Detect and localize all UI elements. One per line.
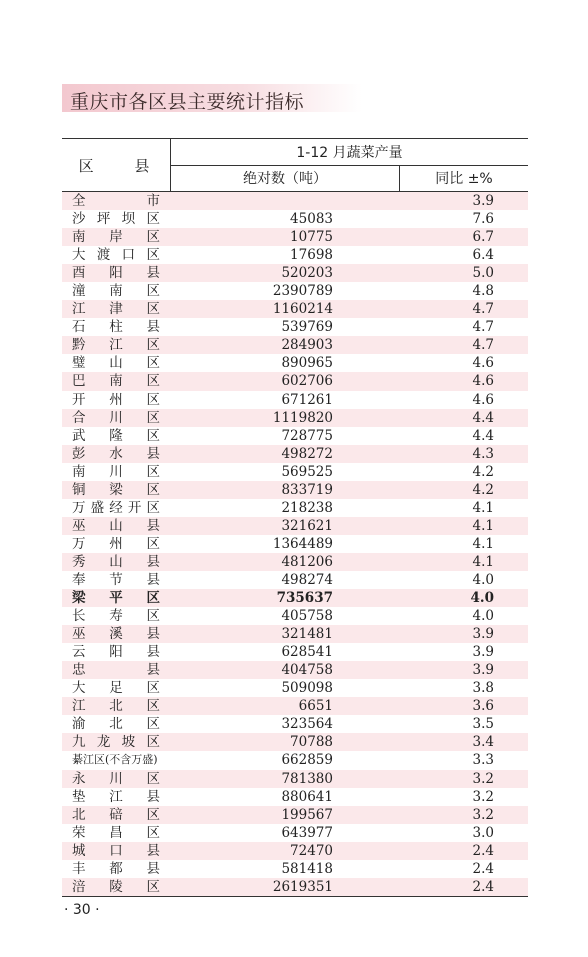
district-name: 北 碚 区	[72, 806, 160, 823]
district-name: 沙 坪 坝 区	[72, 211, 160, 228]
yoy-percent: 4.1	[472, 553, 494, 570]
absolute-value: 643977	[281, 824, 333, 841]
table-row	[62, 427, 528, 445]
district-name: 酉 阳 县	[72, 265, 160, 282]
district-name: 奉 节 县	[72, 571, 160, 588]
absolute-value: 45083	[290, 211, 333, 228]
table-row	[62, 824, 528, 842]
district-name: 丰 都 县	[72, 860, 160, 877]
yoy-percent: 4.2	[472, 481, 494, 498]
district-name: 璧 山 区	[72, 355, 160, 372]
absolute-value: 509098	[281, 680, 333, 697]
yoy-percent: 4.6	[472, 391, 494, 408]
district-name: 渝 北 区	[72, 716, 160, 733]
table-row	[62, 264, 528, 282]
district-name: 石 柱 县	[72, 319, 160, 336]
absolute-value: 404758	[281, 662, 333, 679]
page-title: 重庆市各区县主要统计指标	[70, 91, 305, 113]
absolute-value: 671261	[281, 391, 333, 408]
absolute-value: 833719	[281, 481, 333, 498]
yoy-percent: 4.7	[472, 319, 494, 336]
yoy-percent: 7.6	[472, 211, 494, 228]
table-row	[62, 607, 528, 625]
absolute-value: 321481	[281, 626, 333, 643]
district-name: 巫 山 县	[72, 517, 160, 534]
header-district: 区 县	[78, 156, 168, 175]
absolute-value: 728775	[281, 427, 333, 444]
yoy-percent: 3.3	[472, 752, 494, 769]
table-body	[62, 192, 528, 897]
district-name: 长 寿 区	[72, 608, 160, 625]
absolute-value: 70788	[290, 734, 333, 751]
district-name: 全 市	[72, 193, 160, 209]
page-number: · 30 ·	[64, 902, 100, 918]
table-row	[62, 643, 528, 661]
yoy-percent: 3.9	[472, 193, 494, 209]
district-name: 大 足 区	[72, 680, 160, 697]
header-vegetable-output: 1-12 月蔬菜产量	[171, 139, 528, 166]
yoy-percent: 2.4	[472, 878, 494, 895]
absolute-value: 218238	[281, 499, 333, 516]
table-row	[62, 354, 528, 372]
yoy-percent: 4.4	[472, 427, 494, 444]
table-row	[62, 553, 528, 571]
yoy-percent: 3.2	[472, 770, 494, 787]
header-absolute: 绝对数（吨）	[243, 171, 327, 187]
absolute-value: 1119820	[272, 409, 333, 426]
yoy-percent: 4.7	[472, 337, 494, 354]
table-row	[62, 715, 528, 733]
absolute-value: 880641	[281, 788, 333, 805]
table-row	[62, 860, 528, 878]
yoy-percent: 3.4	[472, 734, 494, 751]
district-name: 南 川 区	[72, 463, 160, 480]
table-row	[62, 300, 528, 318]
absolute-value: 569525	[281, 463, 333, 480]
table-row	[62, 282, 528, 300]
district-name: 开 州 区	[72, 391, 160, 408]
district-name: 武 隆 区	[72, 427, 160, 444]
table-row	[62, 246, 528, 264]
yoy-percent: 4.4	[472, 409, 494, 426]
table-row	[62, 842, 528, 860]
yoy-percent: 4.6	[472, 373, 494, 390]
absolute-value: 6651	[298, 698, 333, 715]
absolute-value: 199567	[281, 806, 333, 823]
district-name: 大 渡 口 区	[72, 247, 160, 264]
yoy-percent: 2.4	[472, 842, 494, 859]
yoy-percent: 6.4	[472, 247, 494, 264]
district-name: 江 津 区	[72, 301, 160, 318]
yoy-percent: 4.7	[472, 301, 494, 318]
absolute-value: 602706	[281, 373, 333, 390]
table-row	[62, 770, 528, 788]
yoy-percent: 3.6	[472, 698, 494, 715]
district-name: 巴 南 区	[72, 373, 160, 390]
table-row	[62, 878, 528, 896]
table-row	[62, 788, 528, 806]
absolute-value: 481206	[281, 553, 333, 570]
district-name: 合 川 区	[72, 409, 160, 426]
table-row	[62, 445, 528, 463]
absolute-value: 405758	[281, 608, 333, 625]
yoy-percent: 4.8	[472, 283, 494, 300]
district-name: 秀 山 县	[72, 553, 160, 570]
table-header	[62, 138, 528, 192]
district-name: 万 州 区	[72, 535, 160, 552]
yoy-percent: 4.6	[472, 355, 494, 372]
absolute-value: 498272	[281, 445, 333, 462]
absolute-value: 1160214	[272, 301, 333, 318]
district-name: 垫 江 县	[72, 788, 160, 805]
yoy-percent: 3.9	[472, 662, 494, 679]
yoy-percent: 3.0	[472, 824, 494, 841]
table-row	[62, 661, 528, 679]
yoy-percent: 3.2	[472, 788, 494, 805]
yoy-percent: 3.9	[472, 644, 494, 661]
yoy-percent: 4.2	[472, 463, 494, 480]
yoy-percent: 3.2	[472, 806, 494, 823]
district-name: 万 盛 经 开 区	[72, 499, 160, 516]
absolute-value: 662859	[281, 752, 333, 769]
district-name: 江 北 区	[72, 698, 160, 715]
table-row	[62, 391, 528, 409]
absolute-value: 498274	[281, 571, 333, 588]
district-name: 巫 溪 县	[72, 626, 160, 643]
table-row	[62, 481, 528, 499]
absolute-value: 581418	[281, 860, 333, 877]
yoy-percent: 4.1	[472, 499, 494, 516]
district-name: 潼 南 区	[72, 283, 160, 300]
absolute-value: 520203	[281, 265, 333, 282]
absolute-value: 2390789	[272, 283, 333, 300]
table-row	[62, 228, 528, 246]
yoy-percent: 4.0	[472, 571, 494, 588]
table-row	[62, 409, 528, 427]
table-row	[62, 192, 528, 210]
yoy-percent: 5.0	[472, 265, 494, 282]
table-row	[62, 535, 528, 553]
district-name: 梁 平 区	[72, 590, 160, 607]
absolute-value: 72470	[290, 842, 333, 859]
table-row	[62, 589, 528, 607]
absolute-value: 321621	[281, 517, 333, 534]
district-name: 城 口 县	[72, 842, 160, 859]
district-name: 綦江区(不含万盛)	[72, 753, 158, 767]
statistics-table	[62, 138, 528, 897]
absolute-value: 10775	[290, 229, 333, 246]
district-name: 九 龙 坡 区	[72, 734, 160, 751]
yoy-percent: 4.1	[472, 535, 494, 552]
district-name: 忠 县	[72, 662, 160, 679]
district-name: 南 岸 区	[72, 229, 160, 246]
table-row	[62, 625, 528, 643]
district-name: 荣 昌 区	[72, 824, 160, 841]
district-name: 铜 梁 区	[72, 481, 160, 498]
absolute-value: 735637	[276, 590, 333, 607]
absolute-value: 781380	[281, 770, 333, 787]
yoy-percent: 3.5	[472, 716, 494, 733]
yoy-percent: 3.8	[472, 680, 494, 697]
table-row	[62, 517, 528, 535]
absolute-value: 284903	[281, 337, 333, 354]
yoy-percent: 6.7	[472, 229, 494, 246]
absolute-value: 323564	[281, 716, 333, 733]
table-row	[62, 463, 528, 481]
district-name: 彭 水 县	[72, 445, 160, 462]
yoy-percent: 2.4	[472, 860, 494, 877]
table-row	[62, 806, 528, 824]
absolute-value: 628541	[281, 644, 333, 661]
absolute-value: 1364489	[272, 535, 333, 552]
table-row	[62, 697, 528, 715]
absolute-value: 17698	[290, 247, 333, 264]
table-row	[62, 571, 528, 589]
table-row	[62, 318, 528, 336]
district-name: 黔 江 区	[72, 337, 160, 354]
absolute-value: 890965	[281, 355, 333, 372]
yoy-percent: 4.0	[472, 608, 494, 625]
table-row	[62, 210, 528, 228]
district-name: 永 川 区	[72, 770, 160, 787]
table-row	[62, 372, 528, 390]
district-name: 涪 陵 区	[72, 878, 160, 895]
table-row	[62, 733, 528, 751]
absolute-value: 539769	[281, 319, 333, 336]
absolute-value: 2619351	[272, 878, 333, 895]
header-yoy: 同比 ±%	[435, 171, 493, 187]
title-band	[62, 84, 362, 112]
yoy-percent: 4.3	[472, 445, 494, 462]
district-name: 云 阳 县	[72, 644, 160, 661]
table-row	[62, 679, 528, 697]
yoy-percent: 3.9	[472, 626, 494, 643]
table-row	[62, 499, 528, 517]
table-row	[62, 336, 528, 354]
yoy-percent: 4.0	[470, 590, 494, 607]
yoy-percent: 4.1	[472, 517, 494, 534]
table-row	[62, 751, 528, 769]
